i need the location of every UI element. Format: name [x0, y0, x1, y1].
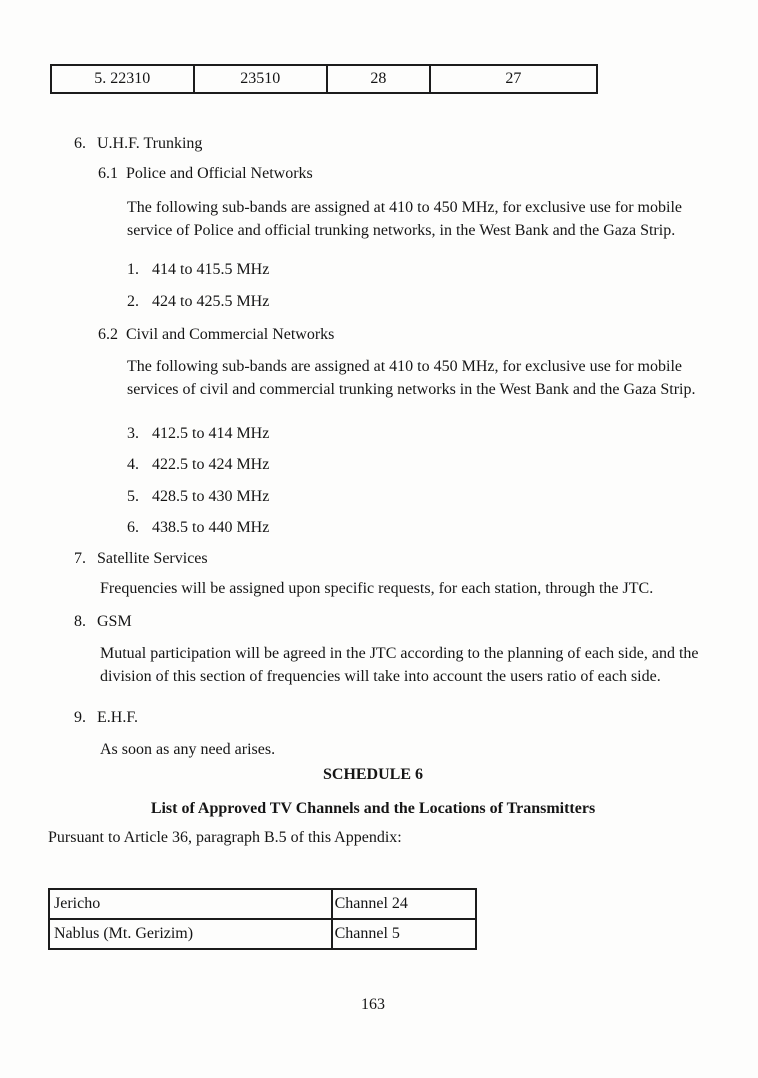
paragraph-gsm: Mutual participation will be agreed in the JTC according to the planning of each side, and the division of this section of frequencies will take into account the users ratio of each side.: [100, 645, 699, 685]
list-item-text: 422.5 to 424 MHz: [152, 456, 270, 473]
list-item-text: 414 to 415.5 MHz: [152, 261, 270, 278]
section-title: GSM: [97, 613, 132, 630]
paragraph-civil-networks: The following sub-bands are assigned at 410 to 450 MHz, for exclusive use for mobile services of civil and commercial trunking networks in the West Bank and the Gaza Strip.: [127, 358, 696, 398]
channel-cell: 28: [327, 65, 430, 93]
section-title: U.H.F. Trunking: [97, 135, 203, 152]
table-row: [49, 889, 476, 919]
subsection-title: Civil and Commercial Networks: [126, 326, 335, 343]
list-item-text: 428.5 to 430 MHz: [152, 488, 270, 505]
list-item-number: 2.: [127, 293, 139, 310]
list-item-number: 1.: [127, 261, 139, 278]
channel-cell: 27: [430, 65, 597, 93]
subsection-heading-police-networks: [98, 164, 313, 184]
transmitter-location-cell: Jericho: [49, 889, 332, 919]
paragraph-ehf: As soon as any need arises.: [100, 741, 276, 758]
list-item-number: 3.: [127, 425, 139, 442]
list-item: [127, 292, 269, 312]
subsection-title: Police and Official Networks: [126, 165, 313, 182]
transmitter-location-cell: Nablus (Mt. Gerizim): [49, 919, 332, 949]
tv-channel-cell: Channel 5: [332, 919, 476, 949]
list-item: [127, 424, 269, 444]
section-number: 8.: [74, 613, 86, 630]
list-item: [127, 518, 269, 538]
list-item: [127, 455, 269, 475]
section-heading-ehf: [74, 708, 138, 728]
paragraph-police-networks: The following sub-bands are assigned at 410 to 450 MHz, for exclusive use for mobile service of Police and official trunking networks, in the West Bank and the Gaza Strip.: [127, 199, 682, 239]
list-item-text: 424 to 425.5 MHz: [152, 293, 270, 310]
paragraph-satellite-services: Frequencies will be assigned upon specific requests, for each station, through the JTC.: [100, 580, 654, 597]
frequency-cell: 23510: [194, 65, 328, 93]
list-item-text: 412.5 to 414 MHz: [152, 425, 270, 442]
list-item-number: 4.: [127, 456, 139, 473]
frequency-table: [50, 64, 598, 94]
page-number: 163: [361, 996, 385, 1013]
tv-channels-table: [48, 888, 477, 950]
list-item-text: 438.5 to 440 MHz: [152, 519, 270, 536]
list-item-number: 6.: [127, 519, 139, 536]
frequency-cell: 5. 22310: [51, 65, 194, 93]
subsection-number: 6.2: [98, 326, 118, 343]
section-title: E.H.F.: [97, 709, 138, 726]
list-item: [127, 260, 269, 280]
schedule-heading: SCHEDULE 6: [322, 766, 424, 783]
schedule-intro: Pursuant to Article 36, paragraph B.5 of this Appendix:: [48, 829, 402, 846]
section-number: 7.: [74, 550, 86, 567]
section-title: Satellite Services: [97, 550, 208, 567]
table-row: [49, 919, 476, 949]
schedule-subheading: List of Approved TV Channels and the Locations of Transmitters: [150, 800, 596, 817]
subsection-number: 6.1: [98, 165, 118, 182]
section-number: 6.: [74, 135, 86, 152]
tv-channel-cell: Channel 24: [332, 889, 476, 919]
table-row: [51, 65, 597, 93]
section-heading-gsm: [74, 612, 132, 632]
list-item-number: 5.: [127, 488, 139, 505]
section-heading-uhf-trunking: [74, 134, 202, 154]
section-heading-satellite-services: [74, 549, 208, 569]
list-item: [127, 487, 269, 507]
section-number: 9.: [74, 709, 86, 726]
subsection-heading-civil-networks: [98, 325, 334, 345]
